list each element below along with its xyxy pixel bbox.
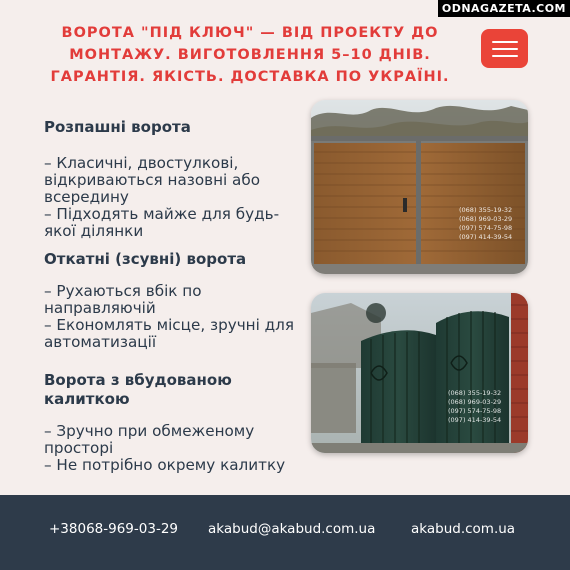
photo-phone-text: (097) 574-75-98 xyxy=(448,407,502,415)
headline: ВОРОТА "ПІД КЛЮЧ" — ВІД ПРОЕКТУ ДО МОНТАЖУ. ВИГОТОВЛЕННЯ 5–10 ДНІВ. ГАРАНТІЯ. ЯКІСТЬ. ДОСТАВКА ПО УКРАЇНІ. xyxy=(50,25,450,85)
hamburger-icon-line xyxy=(492,55,518,57)
section-swing-gates xyxy=(44,118,294,240)
section-title: Розпашні ворота xyxy=(44,118,191,136)
site-watermark: ODNAGAZETA.COM xyxy=(438,0,570,17)
section-title: Откатні (зсувні) ворота xyxy=(44,250,247,268)
photo-phone-text: (097) 414-39-54 xyxy=(448,416,502,424)
menu-button[interactable] xyxy=(481,29,528,68)
gate-with-wicket-image xyxy=(311,293,528,453)
section-sliding-gates xyxy=(44,250,294,351)
photo-phone-text: (097) 574-75-98 xyxy=(459,224,513,232)
section-description: – Зручно при обмеженому просторі – Не потрібно окрему калитку xyxy=(44,422,286,474)
footer-phone-link[interactable]: +38068-969-03-29 xyxy=(49,521,178,537)
swing-gate-photo xyxy=(311,100,528,274)
section-title: Ворота з вбудованою калиткою xyxy=(44,371,232,408)
swing-gate-image xyxy=(311,100,528,274)
section-description: – Рухаються вбік по направляючій – Економлять місце, зручні для автоматизації xyxy=(44,282,294,351)
section-gates-with-wicket xyxy=(44,371,294,474)
photo-phone-text: (068) 969-03-29 xyxy=(448,398,502,406)
photo-phone-text: (068) 969-03-29 xyxy=(459,215,513,223)
footer-bar xyxy=(0,495,570,570)
gate-with-wicket-photo xyxy=(311,293,528,453)
photo-phone-text: (068) 355-19-32 xyxy=(459,206,513,214)
photo-phone-text: (097) 414-39-54 xyxy=(459,233,513,241)
gate-types-list xyxy=(44,118,294,474)
footer-email-link[interactable]: akabud@akabud.com.ua xyxy=(208,521,376,537)
section-description: – Класичні, двостулкові, відкриваються назовні або всередину – Підходять майже для будь-якої ділянки xyxy=(44,154,280,240)
footer-website-link[interactable]: akabud.com.ua xyxy=(411,521,516,537)
hamburger-icon-line xyxy=(492,48,518,50)
hamburger-icon-line xyxy=(492,41,518,43)
photo-phone-text: (068) 355-19-32 xyxy=(448,389,502,397)
